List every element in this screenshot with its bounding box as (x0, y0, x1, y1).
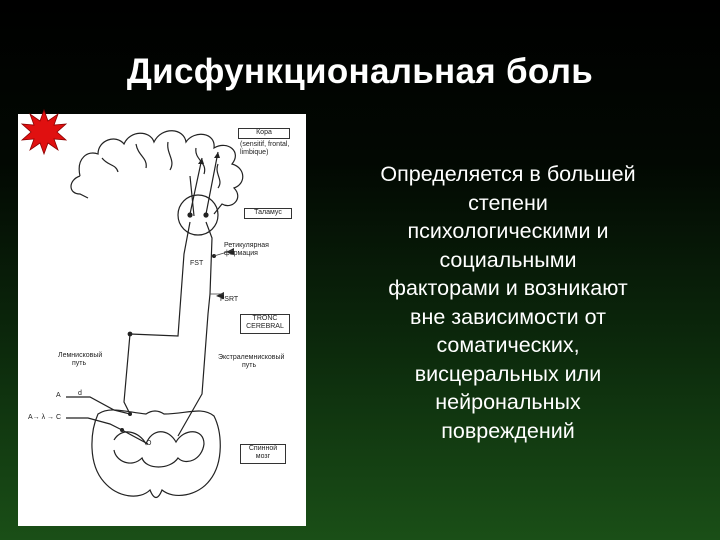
brainstem-line2: CEREBRAL (246, 323, 284, 330)
reticular-line2: формация (224, 250, 258, 257)
lemniscal-line2: путь (72, 360, 87, 367)
body-line: нейрональных (435, 390, 581, 414)
extralemniscal-path-label (218, 354, 284, 370)
body-line: психологическими и (407, 219, 609, 243)
fiber-d-label: d (78, 390, 82, 397)
extralemniscal-line1: Экстралемнисковый (218, 354, 285, 361)
body-line: степени (468, 190, 548, 215)
cortex-note (240, 141, 289, 157)
fsrt-label: FSRT (220, 296, 239, 303)
slide-title: Дисфункциональная боль (126, 52, 594, 91)
cortex-note-line2: limbique) (240, 149, 269, 156)
body-line: повреждений (441, 418, 575, 443)
spinal-cord-box (240, 444, 286, 464)
body-line: соматических, (436, 333, 580, 357)
body-line: Определяется в большей (380, 162, 636, 186)
body-line: висцеральных или (414, 361, 602, 386)
body-line: факторами и возникают (388, 276, 628, 300)
brainstem-box (240, 314, 290, 334)
lemniscal-line1: Лемнисковый (58, 352, 103, 359)
fst-label: FST (190, 260, 204, 267)
thalamus-box: Таламус (244, 208, 292, 219)
lemniscal-path-label (58, 352, 102, 368)
brainstem-line1: TRONC (252, 315, 278, 322)
body-line: вне зависимости от (410, 304, 606, 329)
extralemniscal-line2: путь (242, 362, 257, 369)
spinal-line1: Спинной (248, 445, 278, 452)
thalamus-circle (178, 195, 218, 235)
red-starburst-icon (20, 108, 68, 156)
cortex-note-line1: (sensitif, frontal, (240, 141, 290, 148)
reticular-line1: Ретикулярная (224, 242, 269, 249)
spinal-line2: мозг (255, 453, 271, 460)
reticular-formation-label (224, 242, 269, 258)
cortex-box: Кора (238, 128, 290, 139)
body-text (322, 160, 694, 445)
pain-pathway-diagram (18, 114, 306, 526)
fiber-row2-label: A→ λ → C (28, 414, 62, 421)
fiber-a-label: A (56, 392, 61, 399)
body-line: социальными (439, 247, 577, 272)
cord-center-label: O (146, 440, 152, 447)
